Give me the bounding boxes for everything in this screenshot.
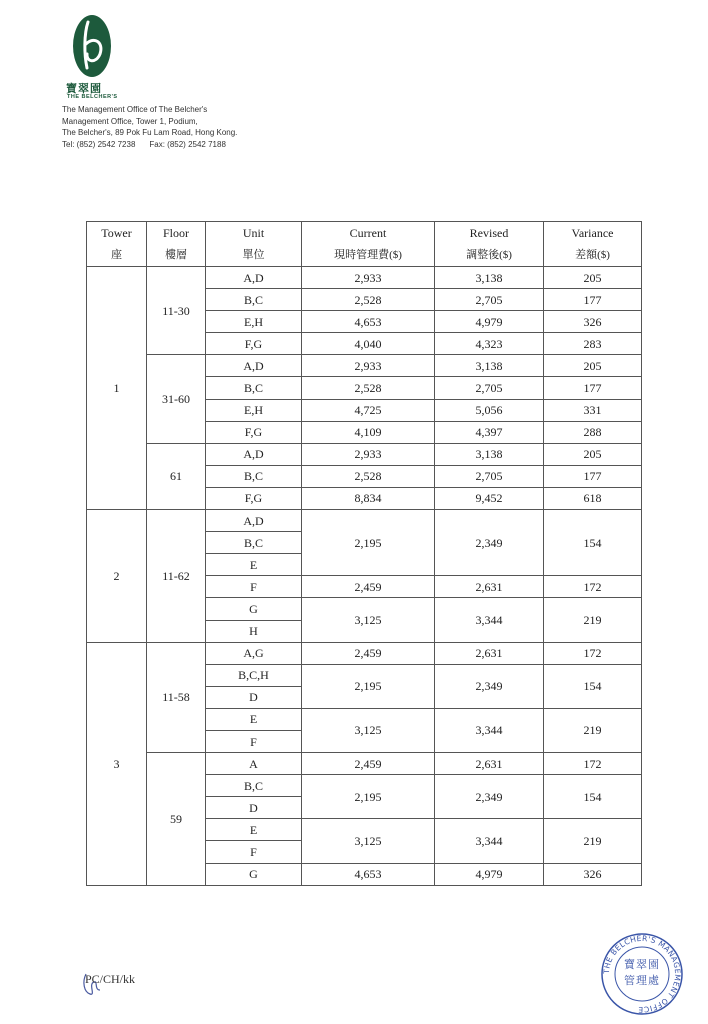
- unit-cell: E: [206, 708, 302, 730]
- floor-cell: 11-62: [147, 510, 206, 643]
- current-fee-cell: 2,933: [302, 443, 435, 465]
- unit-cell: H: [206, 620, 302, 642]
- unit-cell: A,D: [206, 510, 302, 532]
- revised-fee-cell: 3,344: [435, 708, 544, 752]
- variance-cell: 618: [544, 487, 642, 509]
- unit-cell: G: [206, 598, 302, 620]
- current-fee-cell: 4,725: [302, 399, 435, 421]
- current-fee-cell: 2,459: [302, 642, 435, 664]
- revised-fee-cell: 9,452: [435, 487, 544, 509]
- current-fee-cell: 2,933: [302, 355, 435, 377]
- reference-code: PC/CH/kk: [85, 972, 136, 986]
- floor-cell: 11-30: [147, 267, 206, 355]
- table-row: [87, 267, 642, 289]
- fax: Fax: (852) 2542 7188: [149, 139, 226, 149]
- revised-fee-cell: 3,344: [435, 819, 544, 863]
- brand-name-chinese: 寶翠園: [66, 82, 102, 95]
- table-row: [87, 642, 642, 664]
- current-fee-cell: 2,459: [302, 753, 435, 775]
- revised-fee-cell: 2,349: [435, 664, 544, 708]
- header-floor: Floor 樓層: [147, 222, 206, 267]
- table-row: [87, 753, 642, 775]
- address-line: The Belcher's, 89 Pok Fu Lam Road, Hong Kong.: [62, 128, 238, 138]
- revised-fee-cell: 3,344: [435, 598, 544, 642]
- brand-name-english: THE BELCHER'S: [67, 94, 118, 100]
- variance-cell: 283: [544, 333, 642, 355]
- contact-line: [62, 139, 240, 151]
- header-row: [87, 222, 642, 267]
- header-revised: Revised 調整後($): [435, 222, 544, 267]
- address-line: The Management Office of The Belcher's: [62, 105, 208, 114]
- table-row: [87, 355, 642, 377]
- floor-cell: 11-58: [147, 642, 206, 752]
- variance-cell: 219: [544, 598, 642, 642]
- revised-fee-cell: 2,705: [435, 289, 544, 311]
- unit-cell: A: [206, 753, 302, 775]
- header-unit: Unit 單位: [206, 222, 302, 267]
- revised-fee-cell: 2,705: [435, 465, 544, 487]
- variance-cell: 326: [544, 311, 642, 333]
- revised-fee-cell: 2,631: [435, 753, 544, 775]
- unit-cell: F,G: [206, 421, 302, 443]
- seal-english-text: THE BELCHER'S MANAGEMENT OFFICE: [601, 933, 683, 1015]
- current-fee-cell: 3,125: [302, 708, 435, 752]
- current-fee-cell: 3,125: [302, 819, 435, 863]
- variance-cell: 219: [544, 708, 642, 752]
- variance-cell: 172: [544, 753, 642, 775]
- current-fee-cell: 2,528: [302, 289, 435, 311]
- current-fee-cell: 2,528: [302, 465, 435, 487]
- current-fee-cell: 4,109: [302, 421, 435, 443]
- unit-cell: B,C: [206, 465, 302, 487]
- revised-fee-cell: 2,349: [435, 775, 544, 819]
- unit-cell: B,C: [206, 377, 302, 399]
- belchers-logo: [72, 14, 112, 78]
- revised-fee-cell: 2,631: [435, 642, 544, 664]
- table-row: [87, 443, 642, 465]
- variance-cell: 172: [544, 576, 642, 598]
- variance-cell: 172: [544, 642, 642, 664]
- variance-cell: 154: [544, 664, 642, 708]
- unit-cell: E: [206, 554, 302, 576]
- variance-cell: 177: [544, 377, 642, 399]
- unit-cell: A,D: [206, 443, 302, 465]
- variance-cell: 154: [544, 510, 642, 576]
- revised-fee-cell: 3,138: [435, 267, 544, 289]
- current-fee-cell: 4,653: [302, 311, 435, 333]
- current-fee-cell: 2,933: [302, 267, 435, 289]
- variance-cell: 288: [544, 421, 642, 443]
- unit-cell: A,D: [206, 355, 302, 377]
- tower-cell: 3: [87, 642, 147, 885]
- current-fee-cell: 2,528: [302, 377, 435, 399]
- current-fee-cell: 8,834: [302, 487, 435, 509]
- unit-cell: B,C: [206, 532, 302, 554]
- floor-cell: 61: [147, 443, 206, 509]
- current-fee-cell: 2,459: [302, 576, 435, 598]
- tower-cell: 1: [87, 267, 147, 510]
- unit-cell: F,G: [206, 333, 302, 355]
- revised-fee-cell: 3,138: [435, 443, 544, 465]
- management-fee-table: [86, 221, 642, 886]
- header-current: Current 現時管理費($): [302, 222, 435, 267]
- unit-cell: D: [206, 686, 302, 708]
- address-line: Management Office, Tower 1, Podium,: [62, 116, 198, 126]
- current-fee-cell: 2,195: [302, 510, 435, 576]
- revised-fee-cell: 4,979: [435, 311, 544, 333]
- unit-cell: B,C: [206, 775, 302, 797]
- unit-cell: E,H: [206, 399, 302, 421]
- revised-fee-cell: 2,705: [435, 377, 544, 399]
- variance-cell: 177: [544, 465, 642, 487]
- unit-cell: A,G: [206, 642, 302, 664]
- table-row: [87, 510, 642, 532]
- floor-cell: 31-60: [147, 355, 206, 443]
- unit-cell: F: [206, 730, 302, 752]
- floor-cell: 59: [147, 753, 206, 886]
- header-variance: Variance 差額($): [544, 222, 642, 267]
- unit-cell: F: [206, 841, 302, 863]
- unit-cell: G: [206, 863, 302, 885]
- variance-cell: 154: [544, 775, 642, 819]
- revised-fee-cell: 4,979: [435, 863, 544, 885]
- unit-cell: D: [206, 797, 302, 819]
- revised-fee-cell: 5,056: [435, 399, 544, 421]
- variance-cell: 326: [544, 863, 642, 885]
- unit-cell: F: [206, 576, 302, 598]
- current-fee-cell: 3,125: [302, 598, 435, 642]
- revised-fee-cell: 3,138: [435, 355, 544, 377]
- unit-cell: B,C,H: [206, 664, 302, 686]
- current-fee-cell: 4,653: [302, 863, 435, 885]
- current-fee-cell: 4,040: [302, 333, 435, 355]
- tower-cell: 2: [87, 510, 147, 643]
- current-fee-cell: 2,195: [302, 775, 435, 819]
- seal-chinese-text: 寶翠園 管理處: [624, 958, 660, 987]
- variance-cell: 219: [544, 819, 642, 863]
- variance-cell: 331: [544, 399, 642, 421]
- header-tower: Tower 座: [87, 222, 147, 267]
- unit-cell: A,D: [206, 267, 302, 289]
- revised-fee-cell: 2,631: [435, 576, 544, 598]
- telephone: Tel: (852) 2542 7238: [62, 139, 136, 149]
- variance-cell: 205: [544, 355, 642, 377]
- unit-cell: E: [206, 819, 302, 841]
- revised-fee-cell: 4,323: [435, 333, 544, 355]
- unit-cell: B,C: [206, 289, 302, 311]
- address-block: [62, 104, 240, 150]
- current-fee-cell: 2,195: [302, 664, 435, 708]
- unit-cell: E,H: [206, 311, 302, 333]
- unit-cell: F,G: [206, 487, 302, 509]
- variance-cell: 177: [544, 289, 642, 311]
- revised-fee-cell: 4,397: [435, 421, 544, 443]
- variance-cell: 205: [544, 443, 642, 465]
- variance-cell: 205: [544, 267, 642, 289]
- revised-fee-cell: 2,349: [435, 510, 544, 576]
